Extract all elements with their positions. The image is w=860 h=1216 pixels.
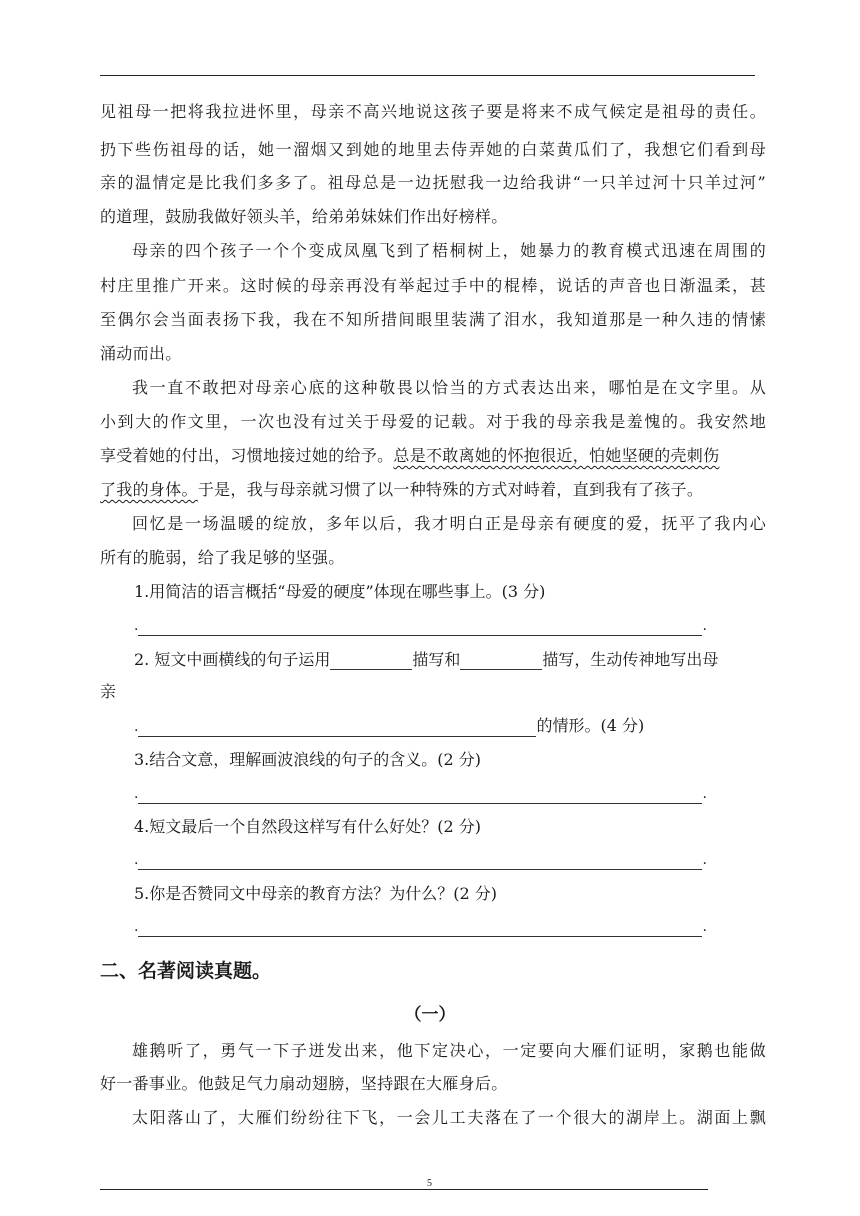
passage-line xyxy=(100,480,766,500)
answer-blank[interactable] xyxy=(138,621,702,636)
answer-blank[interactable] xyxy=(138,722,536,737)
header-rule xyxy=(100,75,755,76)
passage-line: 扔下些伤祖母的话，她一溜烟又到她的地里去侍弄她的白菜黄瓜们了，我想它们看到母 xyxy=(100,140,766,159)
answer-blank[interactable] xyxy=(460,653,542,670)
page-number: 5 xyxy=(427,1178,432,1189)
passage-line: 亲的温情定是比我们多多了。祖母总是一边抚慰我一边给我讲“一只羊过河十只羊过河” xyxy=(100,173,766,192)
passage-line: 至偶尔会当面表扬下我，我在不知所措间眼里装满了泪水，我知道那是一种久违的情愫 xyxy=(100,310,766,329)
answer-line-2[interactable]: . 的情形。(4 分) xyxy=(134,716,645,735)
question-3: 3.结合文意，理解画波浪线的句子的含义。(2 分) xyxy=(134,750,482,769)
wavy-underlined-sentence-end: 了我的身体。 xyxy=(100,480,198,499)
footer-rule xyxy=(100,1189,708,1190)
question-2: 2. 短文中画横线的句子运用 描写和 描写，生动传神地写出母 xyxy=(134,650,719,669)
question-5: 5.你是否赞同文中母亲的教育方法？为什么？(2 分) xyxy=(134,884,498,903)
section-subtitle: （一） xyxy=(404,1005,456,1025)
answer-line-3[interactable]: . . xyxy=(134,786,707,802)
passage-line: 雄鹅听了，勇气一下子迸发出来，他下定决心，一定要向大雁们证明，家鹅也能做 xyxy=(132,1041,766,1060)
question-2-cont: 亲 xyxy=(100,682,117,701)
question-1: 1.用简洁的语言概括“母爱的硬度”体现在哪些事上。(3 分) xyxy=(134,582,546,601)
answer-blank[interactable] xyxy=(330,653,412,670)
answer-blank[interactable] xyxy=(138,789,702,804)
answer-blank[interactable] xyxy=(138,855,702,870)
passage-line xyxy=(100,446,766,466)
passage-text: 享受着她的付出，习惯地接过她的给予。 xyxy=(100,446,394,465)
answer-line-5[interactable]: . . xyxy=(134,919,707,935)
passage-line: 小到大的作文里，一次也没有过关于母爱的记载。对于我的母亲我是羞愧的。我安然地 xyxy=(100,412,766,431)
passage-line: 我一直不敢把对母亲心底的这种敬畏以恰当的方式表达出来，哪怕是在文字里。从 xyxy=(132,378,766,397)
passage-line: 好一番事业。他鼓足气力扇动翅膀，坚持跟在大雁身后。 xyxy=(100,1074,508,1093)
passage-line: 太阳落山了，大雁们纷纷往下飞，一会儿工夫落在了一个很大的湖岸上。湖面上飘 xyxy=(132,1108,766,1127)
passage-text: 于是，我与母亲就习惯了以一种特殊的方式对峙着，直到我有了孩子。 xyxy=(197,480,704,499)
passage-line: 见祖母一把将我拉进怀里，母亲不高兴地说这孩子要是将来不成气候定是祖母的责任。 xyxy=(100,102,766,121)
answer-line-1[interactable]: . . xyxy=(134,618,707,634)
passage-line: 回忆是一场温暖的绽放，多年以后，我才明白正是母亲有硬度的爱，抚平了我内心 xyxy=(132,514,766,533)
passage-line: 村庄里推广开来。这时候的母亲再没有举起过手中的棍棒，说话的声音也日渐温柔，甚 xyxy=(100,276,766,295)
passage-line: 的道理，鼓励我做好领头羊，给弟弟妹妹们作出好榜样。 xyxy=(100,207,508,226)
answer-blank[interactable] xyxy=(138,922,702,937)
section-title: 二、名著阅读真题。 xyxy=(100,960,272,982)
passage-line: 所有的脆弱，给了我足够的坚强。 xyxy=(100,548,345,567)
question-4: 4.短文最后一个自然段这样写有什么好处？(2 分) xyxy=(134,817,482,836)
wavy-underlined-sentence: 总是不敢离她的怀抱很近，怕她坚硬的壳刺伤 xyxy=(393,446,720,465)
passage-line: 涌动而出。 xyxy=(100,344,182,363)
passage-line: 母亲的四个孩子一个个变成凤凰飞到了梧桐树上，她暴力的教育模式迅速在周围的 xyxy=(132,241,766,260)
answer-line-4[interactable]: . . xyxy=(134,852,707,868)
